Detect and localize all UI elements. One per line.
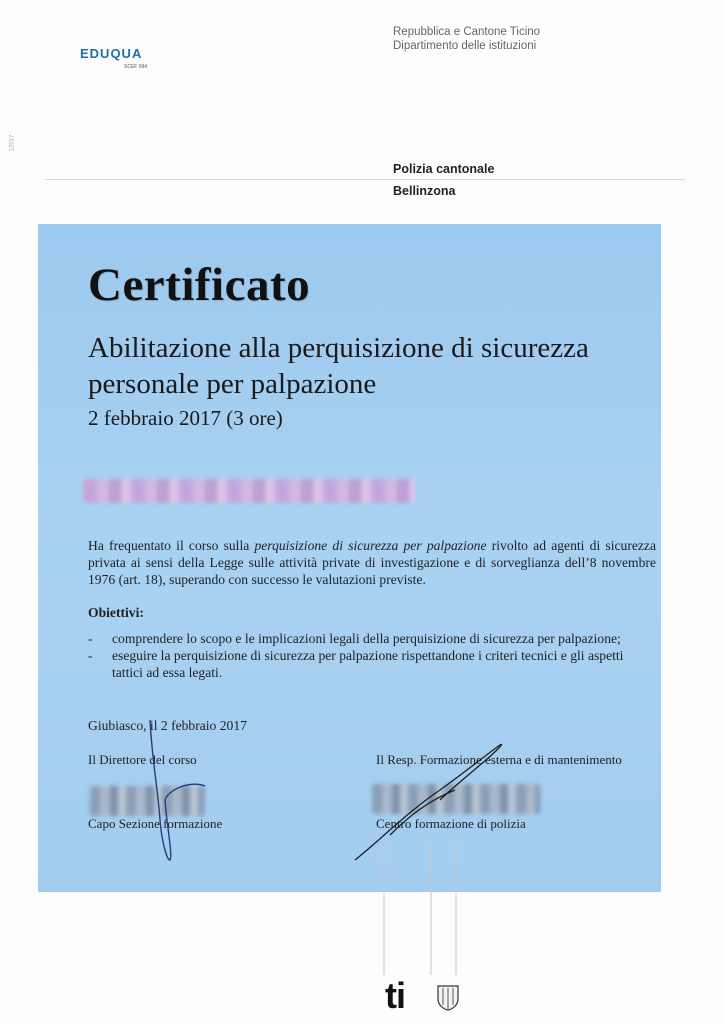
objective-text: eseguire la perquisizione di sicurezza per palpazione rispettandone i criteri tecnici e gli aspetti tattici ad essa legati. (112, 648, 624, 680)
body-post: rivolto ad agenti di sicurezza privata ai sensi della Legge sulle attività private di investigazione e di sorveglianza dell’8 novembre 1976 (art. 18), superando con successo le valutazioni previste. (88, 538, 656, 587)
recipient-name-redacted (83, 479, 415, 503)
ticino-mark: ti (385, 975, 405, 1016)
issuer-line-2: Dipartimento delle istituzioni (393, 40, 537, 52)
divider (45, 179, 685, 180)
place-date: Giubiasco, il 2 febbraio 2017 (88, 718, 247, 733)
eduqua-logo (80, 40, 190, 80)
logo-brand: EDUQUA (80, 46, 143, 61)
certificate-title: Certificato (88, 259, 311, 311)
objective-text: comprendere lo scopo e le implicazioni legali della perquisizione di sicurezza per palpazione; (112, 631, 621, 646)
certificate-subtitle: Abilitazione alla perquisizione di sicurezza personale per palpazione (88, 332, 589, 400)
authority-city: Bellinzona (393, 184, 456, 198)
objective-item: - comprendere lo scopo e le implicazioni legali della perquisizione di sicurezza per palpazione; (88, 631, 621, 646)
authority-name: Polizia cantonale (393, 162, 495, 176)
left-signer-title: Capo Sezione formazione (88, 816, 223, 831)
right-signer-role: Il Resp. Formazione esterna e di mantenimento (376, 752, 622, 767)
left-signer-name-redacted (90, 786, 205, 816)
body-course: perquisizione di sicurezza per palpazione (254, 538, 487, 553)
objectives-list (88, 630, 648, 681)
side-code: 12017 (9, 134, 16, 152)
issuer-header (393, 25, 540, 53)
issuer-line-1: Repubblica e Cantone Ticino (393, 26, 541, 38)
right-signer-title: Centro formazione di polizia (376, 816, 526, 831)
right-signer-name-redacted (372, 784, 540, 814)
certificate-date: 2 febbraio 2017 (3 ore) (88, 406, 283, 430)
objective-item: - eseguire la perquisizione di sicurezza per palpazione rispettandone i criteri tecnici e gli aspetti tattici ad essa legati. (88, 648, 624, 680)
body-pre: Ha frequentato il corso sulla (88, 538, 255, 553)
authority-block (393, 158, 494, 202)
ticino-shield-icon (437, 985, 459, 1011)
left-signer-role: Il Direttore del corso (88, 752, 197, 767)
certificate-body (88, 537, 656, 588)
logo-sub: SCEF 094 (124, 64, 148, 70)
objectives-title: Obiettivi: (88, 605, 144, 620)
